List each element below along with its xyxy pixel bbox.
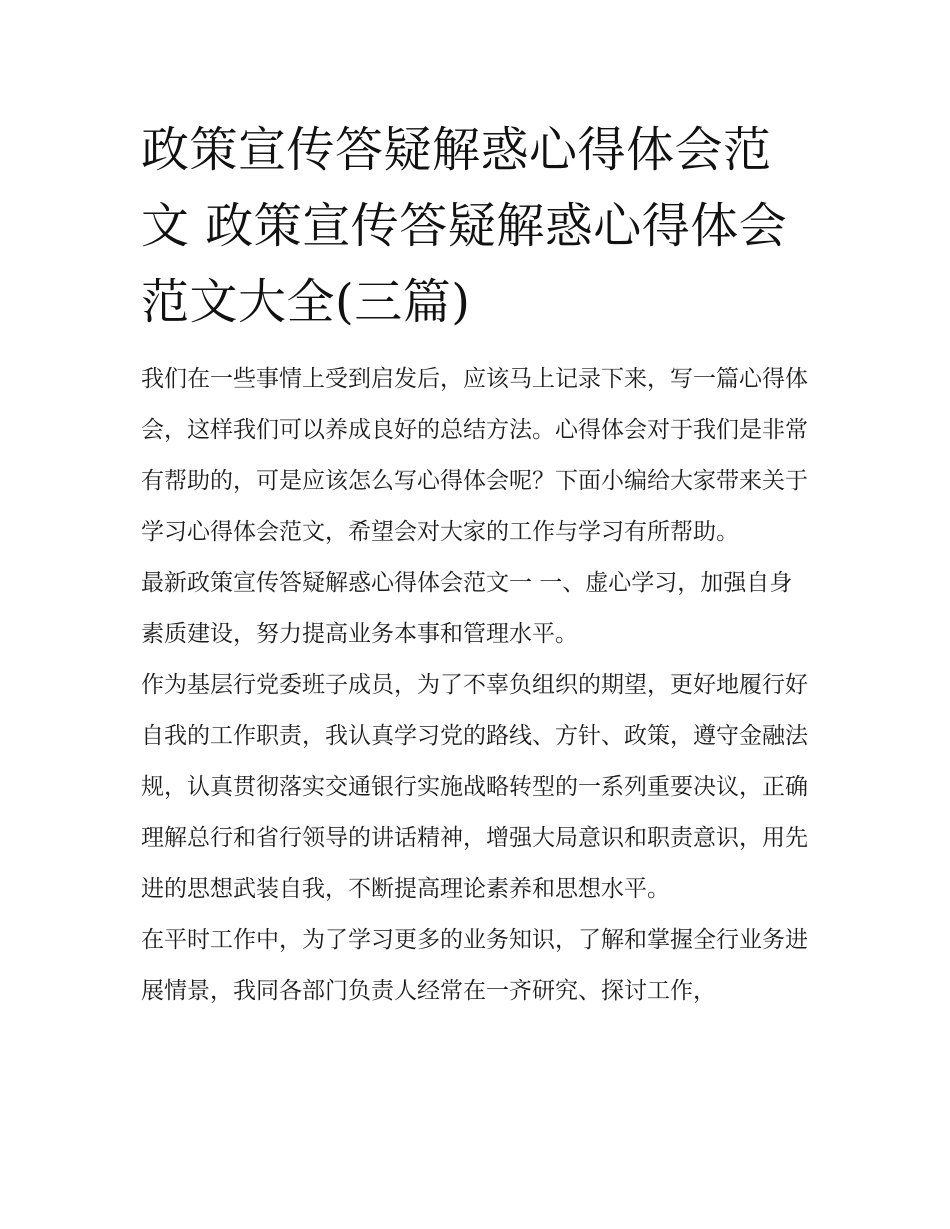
paragraph-body: 作为基层行党委班子成员，为了不辜负组织的期望，更好地履行好自我的工作职责，我认真学习党的路线、方针、政策，遵守金融法规，认真贯彻落实交通银行实施战略转型的一系列重要决议，正确理解总行和省行领导的讲话精神，增强大局意识和职责意识，用先进的思想武装自我，不断提高理论素养和思想水平。 [141,672,808,902]
document-body [141,112,813,1017]
paragraph-section-heading: 最新政策宣传答疑解惑心得体会范文一 一、虚心学习，加强自身素质建设，努力提高业务本事和管理水平。 [141,570,793,647]
document-title: 政策宣传答疑解惑心得体会范文 政策宣传答疑解惑心得体会范文大全(三篇) [141,122,788,330]
paragraph-intro: 我们在一些事情上受到启发后，应该马上记录下来，写一篇心得体会，这样我们可以养成良好的总结方法。心得体会对于我们是非常有帮助的，可是应该怎么写心得体会呢？下面小编给大家带来关于学习心得体会范文，希望会对大家的工作与学习有所帮助。 [141,366,808,545]
paragraph-body: 在平时工作中，为了学习更多的业务知识，了解和掌握全行业务进展情景，我同各部门负责人经常在一齐研究、探讨工作， [141,927,808,1004]
